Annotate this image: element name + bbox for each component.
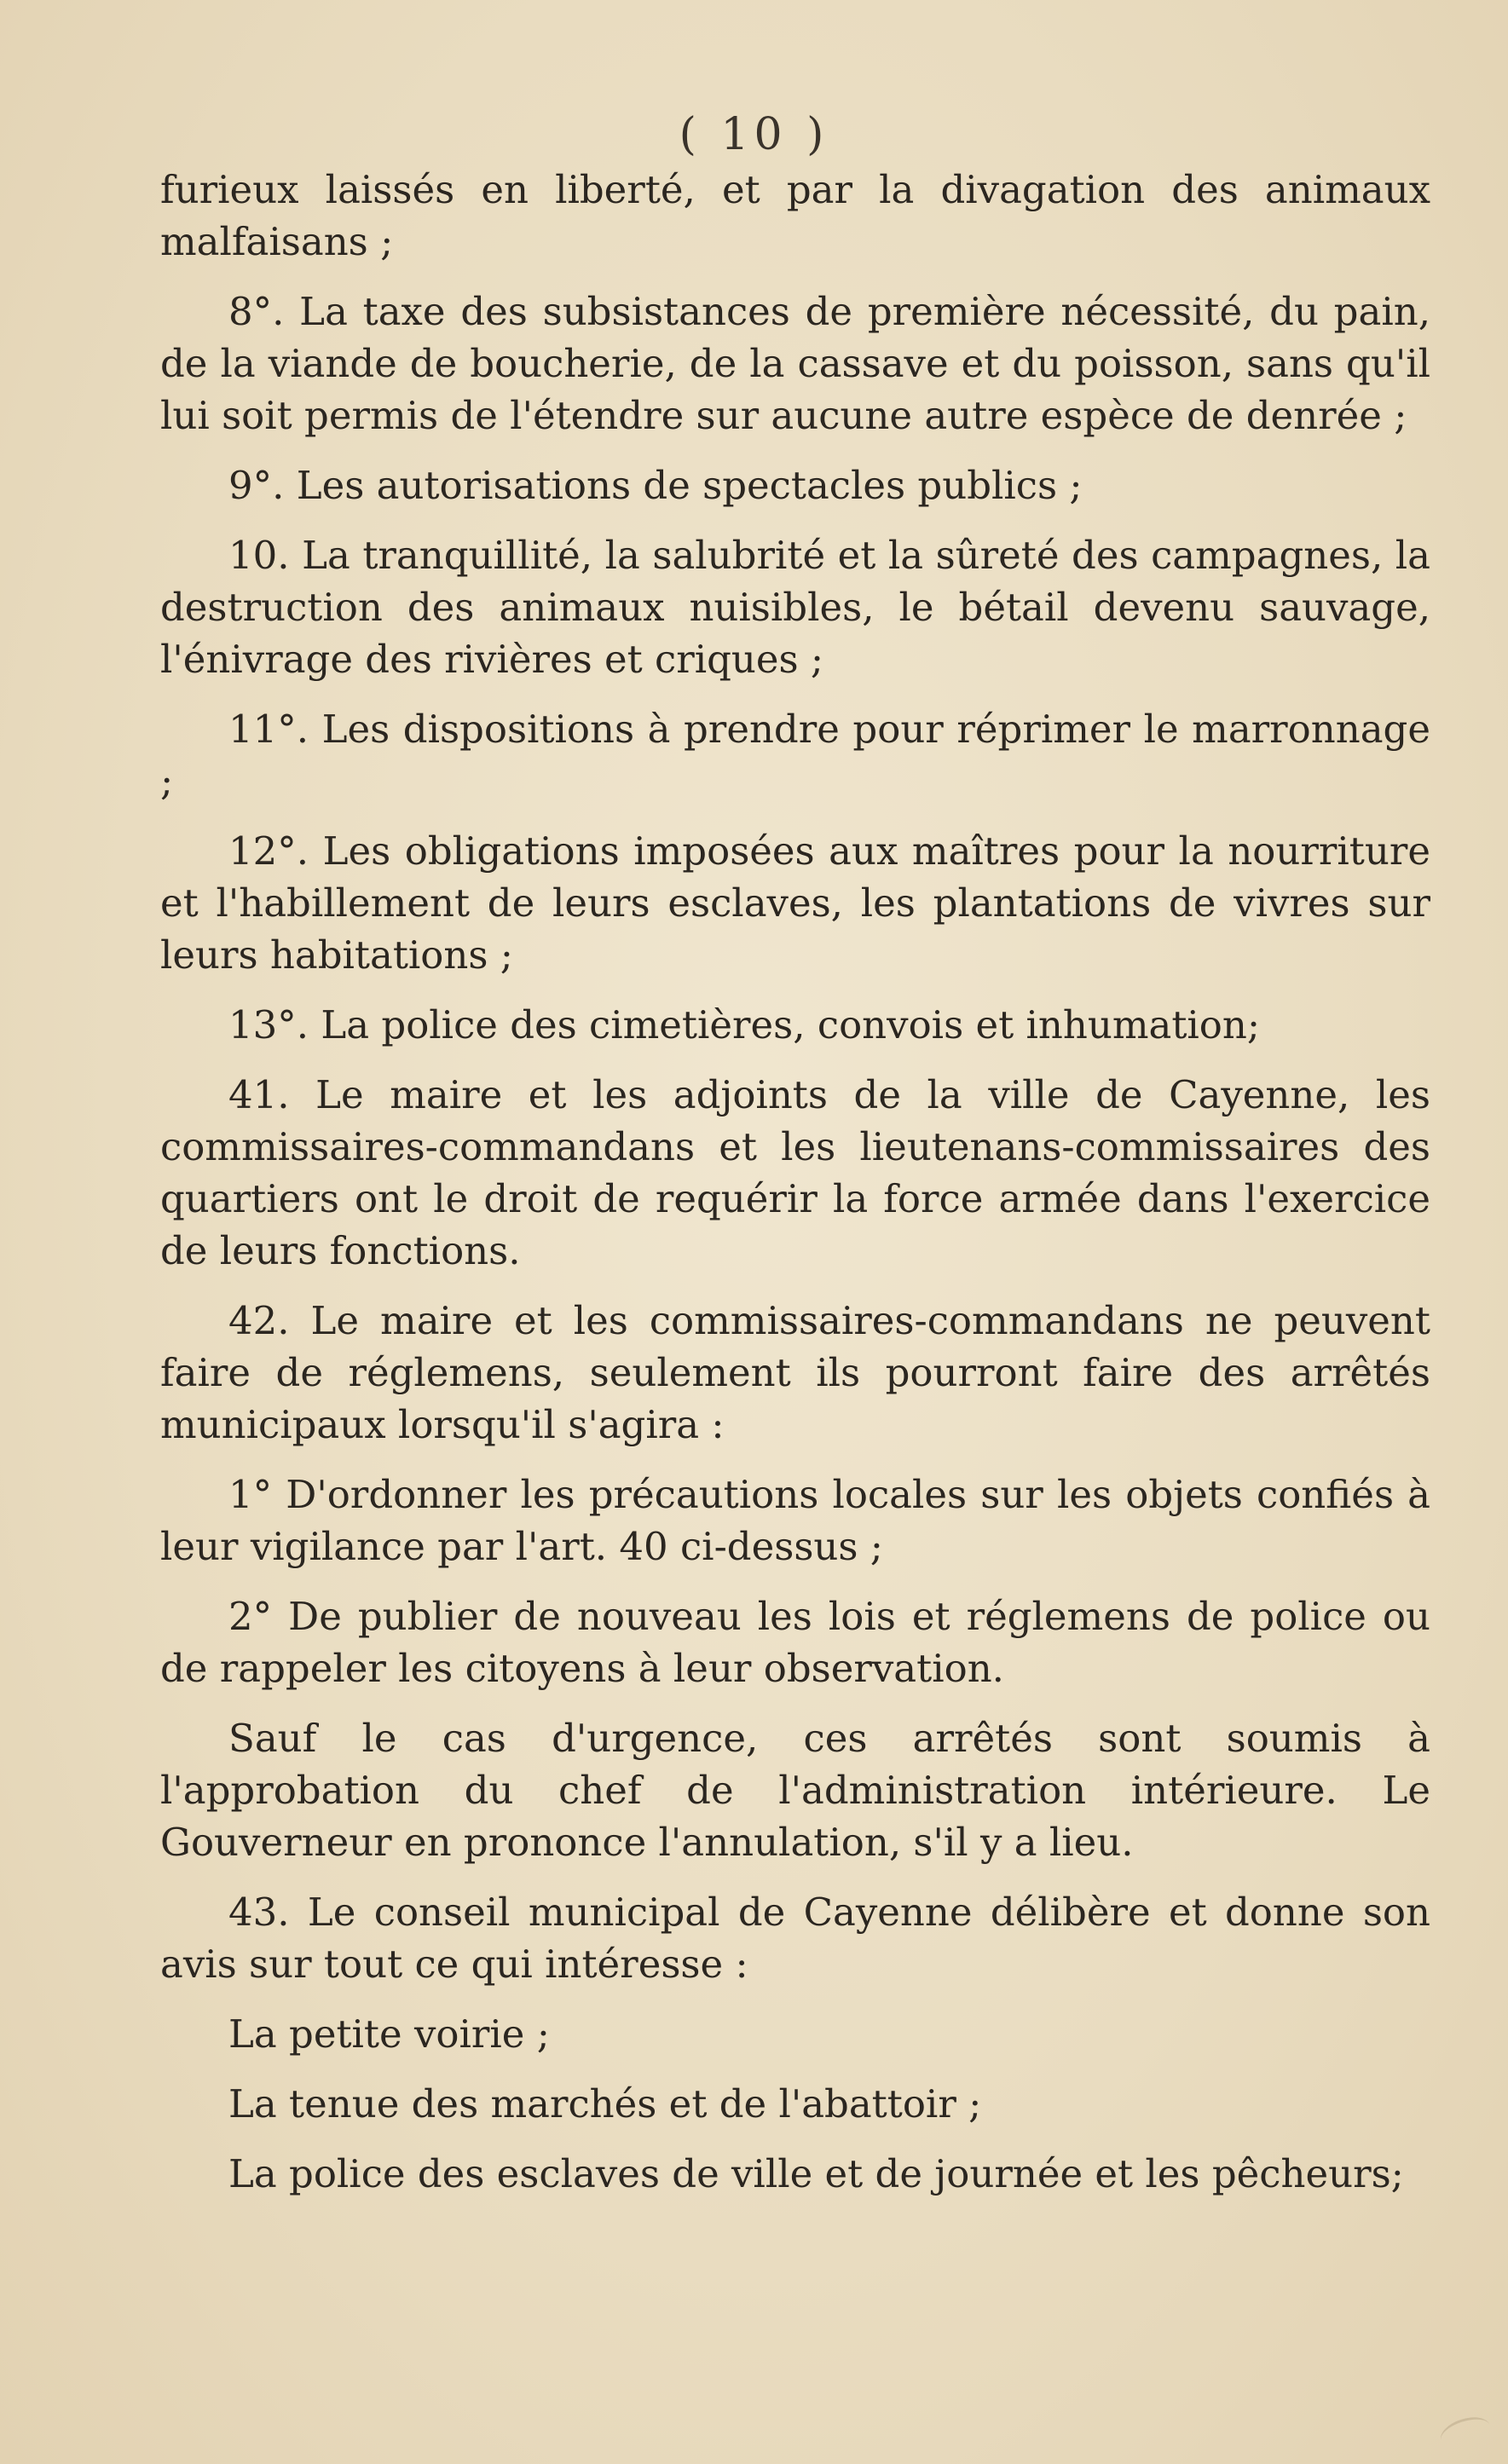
paragraph-article-42-point-2: 2° De publier de nouveau les lois et réglemens de police ou de rappeler les citoyens à leur observation.: [160, 1594, 1430, 1691]
paragraph-article-41: 41. Le maire et les adjoints de la ville de Cayenne, les commissaires-commandans et les lieutenans-commissaires des quartiers ont le droit de requérir la force armée dans l'exercice de leurs fonctions.: [160, 1072, 1430, 1273]
paragraph-item-10: 10. La tranquillité, la salubrité et la sûreté des campagnes, la destruction des animaux nuisibles, le bétail devenu sauvage, l'énivrage des rivières et criques ;: [160, 533, 1430, 682]
paragraph-item-8: 8°. La taxe des subsistances de première nécessité, du pain, de la viande de boucherie, de la cassave et du poisson, sans qu'il lui soit permis de l'étendre sur aucune autre espèce de denrée ;: [160, 289, 1430, 438]
paragraph-article-42-point-1: 1° D'ordonner les précautions locales sur les objets confiés à leur vigilance par l'art. 40 ci-dessus ;: [160, 1472, 1430, 1569]
paragraph-item-11: 11°. Les dispositions à prendre pour réprimer le marronnage ;: [160, 707, 1430, 804]
paragraph-petite-voirie: La petite voirie ;: [228, 2011, 550, 2057]
paragraph-marches-abattoir: La tenue des marchés et de l'abattoir ;: [228, 2081, 982, 2126]
paragraph-police-esclaves: La police des esclaves de ville et de journée et les pêcheurs;: [228, 2151, 1404, 2196]
paragraph-urgency-clause: Sauf le cas d'urgence, ces arrêtés sont soumis à l'approbation du chef de l'administration intérieure. Le Gouverneur en prononce l'annulation, s'il y a lieu.: [160, 1716, 1430, 1865]
paragraph-article-42: 42. Le maire et les commissaires-commandans ne peuvent faire de réglemens, seulement ils pourront faire des arrêtés municipaux lorsqu'il s'agira :: [160, 1298, 1430, 1447]
paper-scuff-mark: [1436, 2412, 1494, 2455]
paragraph-item-13: 13°. La police des cimetières, convois et inhumation;: [228, 1002, 1261, 1047]
paragraph-article-43: 43. Le conseil municipal de Cayenne délibère et donne son avis sur tout ce qui intéresse :: [160, 1890, 1430, 1987]
paragraph-item-12: 12°. Les obligations imposées aux maîtres pour la nourriture et l'habillement de leurs esclaves, les plantations de vivres sur leurs habitations ;: [160, 828, 1430, 978]
paragraph-continuation: furieux laissés en liberté, et par la divagation des animaux malfaisans ;: [160, 167, 1430, 264]
page-number: ( 10 ): [679, 109, 829, 160]
body-text: [160, 164, 1430, 2218]
paragraph-item-9: 9°. Les autorisations de spectacles publics ;: [228, 463, 1083, 508]
